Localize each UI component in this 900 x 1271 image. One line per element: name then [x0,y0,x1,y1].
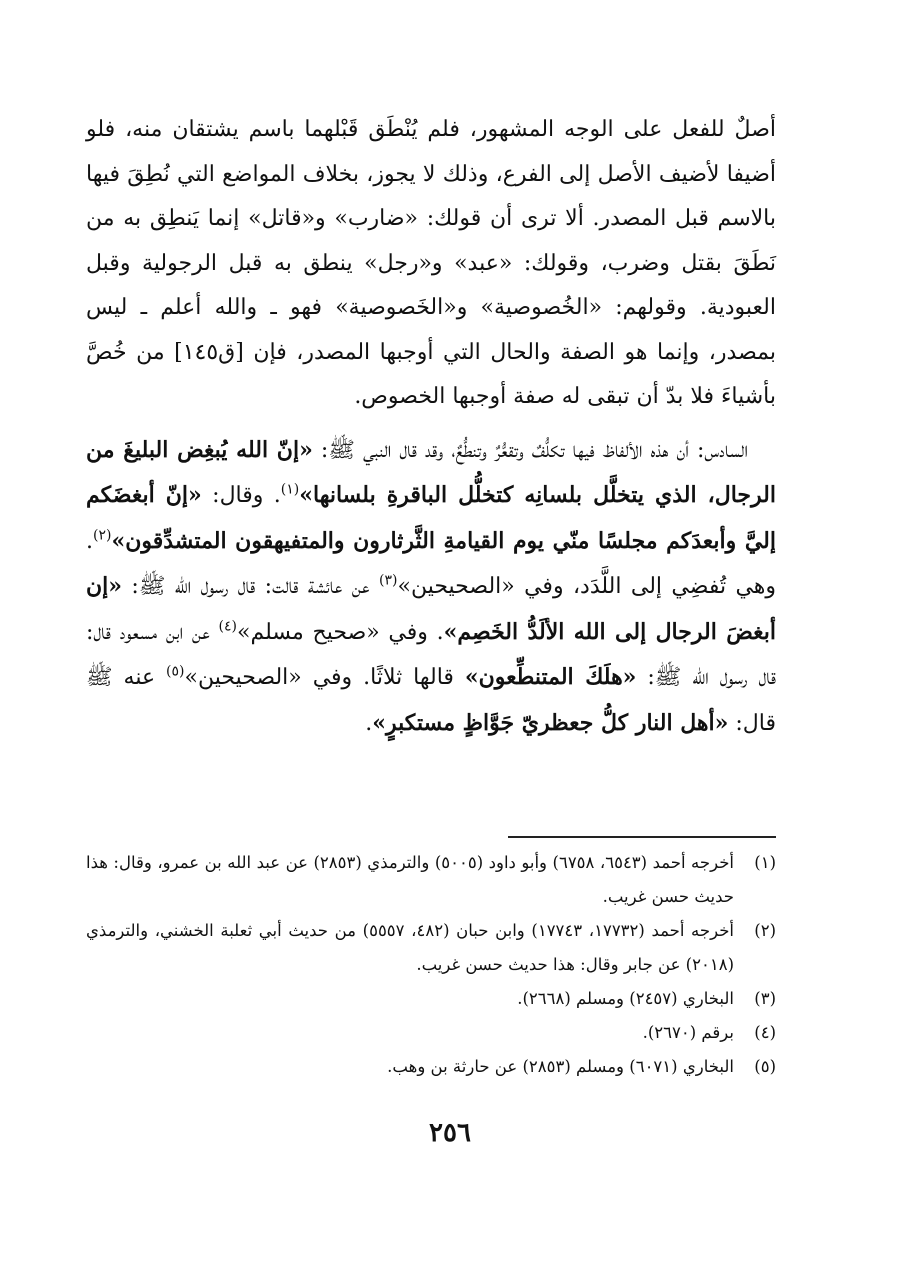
main-text [86,108,776,746]
footnote-item [86,982,776,1016]
footnote-item [86,1016,776,1050]
paragraph-1-text: أصلٌ للفعل على الوجه المشهور، فلم يُنْطَق قَبْلهما باسم يشتقان منه، فلو أضيفا لأضيف الأصل إلى الفرع، وذلك لا يجوز، بخلاف المواضع التي نُطِقَ فيها بالاسم قبل المصدر. ألا ترى أن قولك: «ضارب» و«قاتل» إنما يَنطِق به من نَطَقَ بقتل وضرب، وقولك: «عبد» و«رجل» ينطق به قبل الرجولية وقبل العبودية. وقولهم: «الخُصوصية» و«الخَصوصية» فهو ـ والله أعلم ـ ليس بمصدر، وإنما هو الصفة والحال التي أوجبها المصدر، فإن [ق١٤٥] من خُصَّ بأشياءَ فلا بدّ أن تبقى له صفة أوجبها الخصوص. [86,117,776,409]
footnote-text: أخرجه أحمد (٦٥٤٣، ٦٧٥٨) وأبو داود (٥٠٠٥) والترمذي (٢٨٥٣) عن عبد الله بن عمرو، وقال: هذا حديث حسن غريب. [86,853,734,906]
para2-part-15: قالها ثلاثًا. وفي «الصحيحين» [184,665,465,690]
hadith-quote-5: «أهل النار كلُّ جعظريّ جَوَّاظٍ مستكبرٍ» [372,709,729,736]
footnote-ref-1: (١) [280,481,300,498]
para2-part-19: . [365,710,373,736]
para2-part-13: عن ابن مسعود قال: قال رسول الله ﷺ: [86,619,777,690]
footnote-item [86,846,776,914]
footnote-ref-5: (٥) [166,663,185,680]
hadith-quote-2: «إنّ أبغضَكم إليَّ وأبعدَكم مجلسًا منّي يوم القيامةِ الثَّرثارون والمتفيهقون المتشدِّقون» [86,482,776,554]
footnote-item [86,1050,776,1084]
para2-part-4: . وقال: [201,483,281,508]
para2-part-17: عنه ﷺ قال: [86,665,776,736]
page-number: ٢٥٦ [429,1118,471,1148]
paragraph-2 [86,428,776,747]
hadith-quote-1: «إنّ الله يُبغِض البليغَ من الرجال، الذي يتخلَّل بلسانِه كتخلُّل الباقرةِ بلسانها» [86,436,776,508]
footnote-item [86,914,776,982]
footnote-ref-4: (٤) [218,618,238,635]
footnote-number: (٥) [754,1057,776,1076]
hadith-quote-3: «إن أبغضَ الرجال إلى الله الألَدُّ الخَصِم» [86,573,776,645]
footnote-number: (١) [754,853,776,872]
footnote-text: البخاري (٢٤٥٧) ومسلم (٢٦٦٨). [517,989,734,1008]
hadith-quote-4: «هلَكَ المتنطِّعون» [464,664,637,690]
footnote-text: أخرجه أحمد (١٧٧٣٢، ١٧٧٤٣) وابن حبان (٤٨٢، ٥٥٥٧) من حديث أبي ثعلبة الخشني، والترمذي (٢٠١٨) عن جابر وقال: هذا حديث حسن غريب. [86,921,734,974]
footnote-number: (٣) [754,989,776,1008]
footnote-text: برقم (٢٦٧٠). [642,1023,734,1042]
footnote-divider [508,836,776,838]
footnotes [86,846,776,1084]
footnote-ref-3: (٣) [379,572,398,589]
footnote-number: (٢) [754,921,776,940]
para2-part-11: . وفي «صحيح مسلم» [237,619,444,645]
paragraph-1 [86,108,776,420]
footnote-ref-2: (٢) [93,527,112,544]
para2-part-7: . وهي تُفضِي إلى اللَّدَد، وفي «الصحيحين» [86,528,777,599]
para2-part-1: السادس: أن هذه الألفاظ فيها تكلُّفٌ وتقعُّرٌ وتنطُّعٌ، وقد قال النبي ﷺ: [312,437,748,463]
footnote-text: البخاري (٦٠٧١) ومسلم (٢٨٥٣) عن حارثة بن وهب. [387,1057,734,1076]
para2-part-9: عن عائشة قالت: قال رسول الله ﷺ: [122,574,380,599]
footnote-number: (٤) [754,1023,776,1042]
